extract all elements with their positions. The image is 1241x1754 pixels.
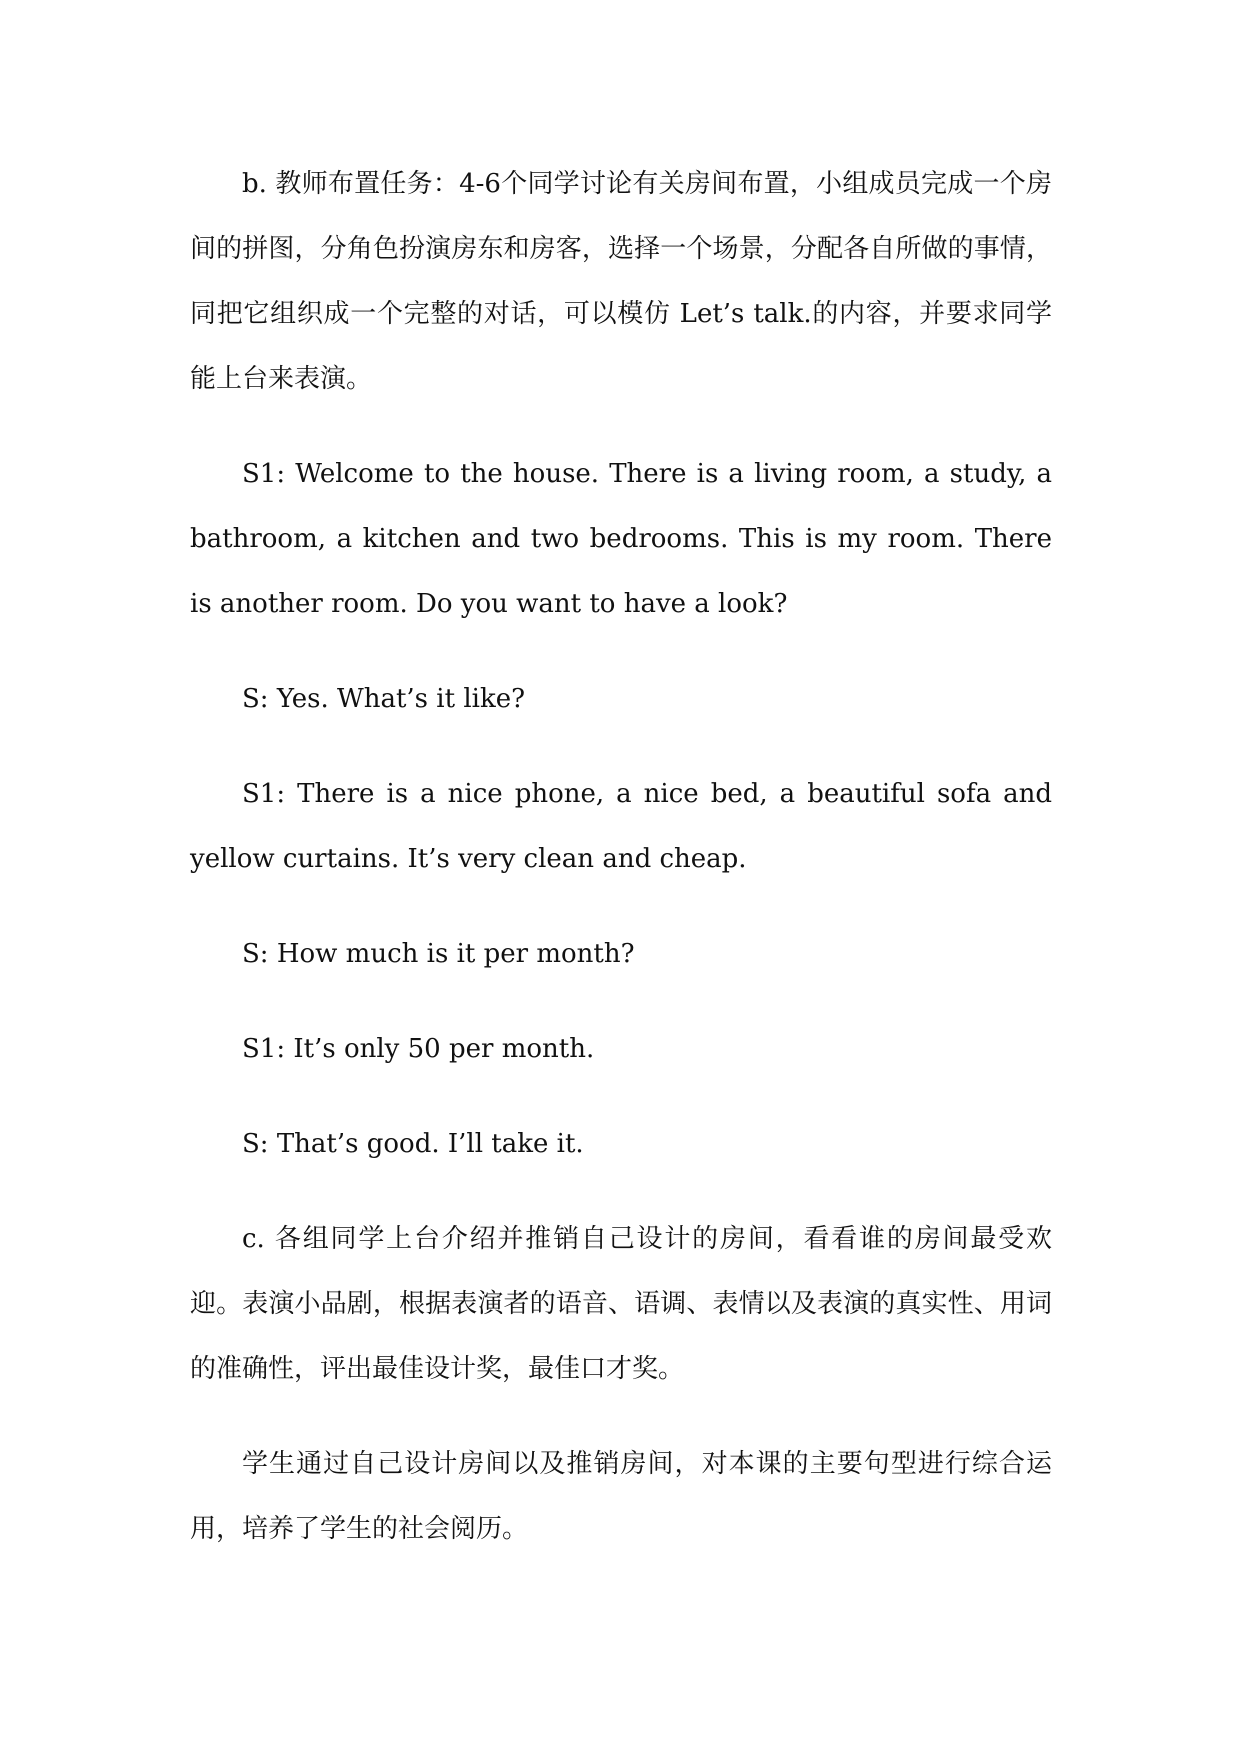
paragraph-gap: [190, 637, 1052, 667]
dialogue-line: S: Yes. What’s it like?: [242, 684, 526, 714]
paragraph-gap: [190, 1082, 1052, 1112]
dialogue-line: S: How much is it per month?: [242, 939, 635, 969]
paragraph-gap: [190, 1402, 1052, 1432]
paragraph-gap: [190, 987, 1052, 1017]
paragraph-gap: [190, 1177, 1052, 1207]
paragraph-summary: 学生通过自己设计房间以及推销房间，对本课的主要句型进行综合运用，培养了学生的社会阅历。: [190, 1449, 1052, 1544]
dialogue-line: S1: There is a nice phone, a nice bed, a beautiful sofa and yellow curtains. It’s very clean and cheap.: [190, 779, 1052, 874]
paragraph-gap: [190, 732, 1052, 762]
paragraph-gap: [190, 892, 1052, 922]
dialogue-line: S: That’s good. I’ll take it.: [242, 1129, 584, 1159]
paragraph-task-c: c. 各组同学上台介绍并推销自己设计的房间，看看谁的房间最受欢迎。表演小品剧，根据表演者的语音、语调、表情以及表演的真实性、用词的准确性，评出最佳设计奖，最佳口才奖。: [190, 1224, 1052, 1384]
paragraph-task-b: b. 教师布置任务：4-6个同学讨论有关房间布置，小组成员完成一个房间的拼图，分角色扮演房东和房客，选择一个场景，分配各自所做的事情，同把它组织成一个完整的对话，可以模仿 Let’s talk.的内容，并要求同学能上台来表演。: [190, 169, 1052, 394]
dialogue-line: S1: It’s only 50 per month.: [242, 1034, 595, 1064]
document-body: [190, 152, 1052, 1562]
paragraph-gap: [190, 412, 1052, 442]
dialogue-line: S1: Welcome to the house. There is a living room, a study, a bathroom, a kitchen and two bedrooms. This is my room. There is another room. Do you want to have a look?: [190, 459, 1052, 619]
